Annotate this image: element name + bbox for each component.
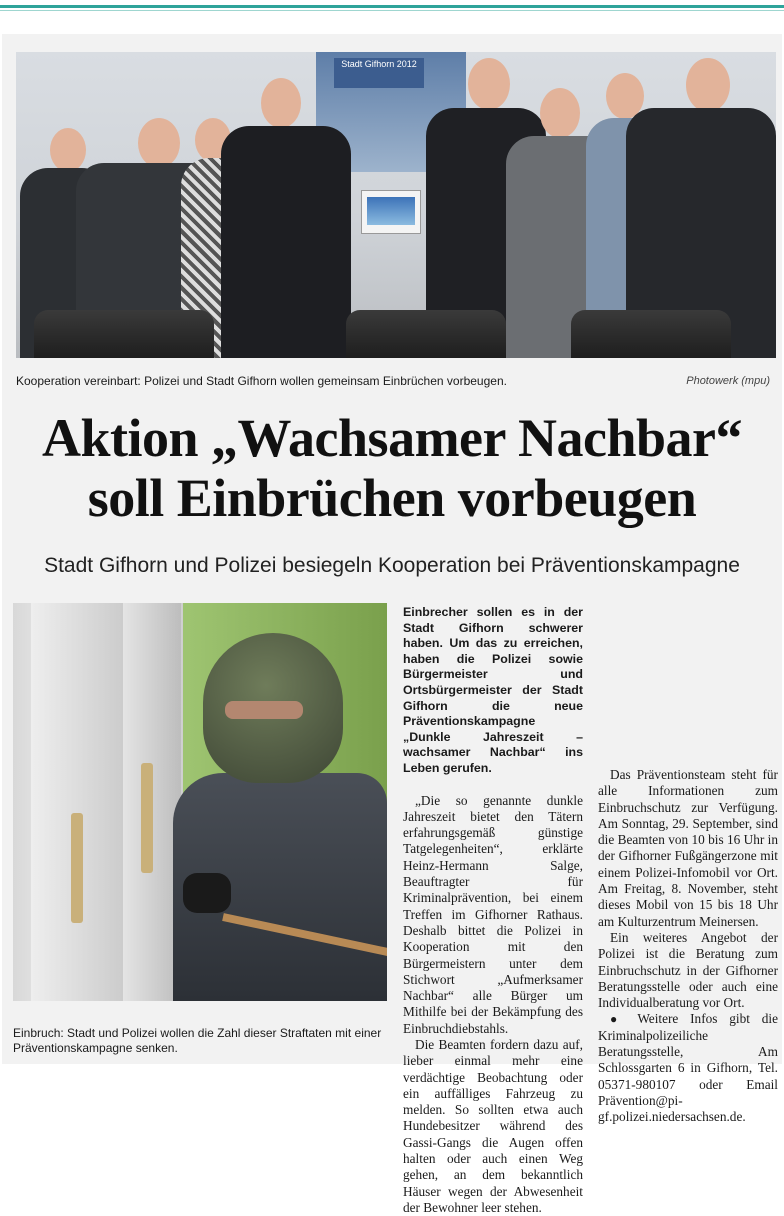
article-paragraph-3: Das Präventionsteam steht für alle Informationen zum Einbruchschutz zur Verfügung. Am Sonntag, 29. September, sind die Beamten von 10 bis 16 Uhr in der Gifhorner Fußgängerzone mit einem Polizei-Infomobil vor Ort. Am Freitag, 8. November, steht dieses Mobil von 15 bis 18 Uhr am Kulturzentrum Meinersen. [598, 767, 778, 929]
headline-line-1: Aktion „Wachsamer Nachbar“ [41, 408, 743, 468]
headline-line-2: soll Einbrüchen vorbeugen [87, 468, 697, 528]
burglar-photo-caption: Einbruch: Stadt und Polizei wollen die Zahl dieser Straftaten mit einer Präventionskampagne senken. [13, 1026, 382, 1055]
article-lead: Einbrecher sollen es in der Stadt Gifhorn schwerer haben. Um das zu erreichen, haben die Polizei sowie Bürgermeister und Ortsbürgermeister der Stadt Gifhorn die neue Präventionskampagne „Dunkle Jahreszeit – wachsamer Nachbar“ ins Leben gerufen. [403, 605, 583, 775]
article-paragraph-5: Weitere Infos gibt die Kriminalpolizeiliche Beratungsstelle, Am Schlossgarten 6 in Gifhorn, Tel. 05371-980107 oder Email Prävention@pi-gf.polizei.niedersachsen.de. [598, 1011, 778, 1125]
chair-right [571, 310, 731, 358]
glove [183, 873, 231, 913]
window-handle-right [141, 763, 153, 873]
top-rule-thin [0, 10, 784, 11]
subheadline: Stadt Gifhorn und Polizei besiegeln Kooperation bei Präventionskampagne [44, 554, 740, 577]
bullet-icon: ● [610, 1012, 626, 1027]
burglar-photo [13, 603, 387, 1001]
group-photo-caption: Kooperation vereinbart: Polizei und Stadt Gifhorn wollen gemeinsam Einbrüchen vorbeugen. [16, 374, 507, 388]
photo-credit: Photowerk (mpu) [686, 375, 770, 387]
chair-middle [346, 310, 506, 358]
headline [12, 408, 772, 528]
top-rule [0, 0, 784, 12]
chair-left [34, 310, 214, 358]
article-paragraph-4: Ein weiteres Angebot der Polizei ist die Beratung zum Einbruchschutz in der Gifhorner Beratungsstelle oder auch eine Individualberatung vor Ort. [598, 929, 778, 1011]
top-rule-thick [0, 5, 784, 8]
person-police [221, 78, 351, 358]
article-paragraph-2: Die Beamten fordern dazu auf, lieber einmal mehr eine verdächtige Beobachtung oder ein auffälliges Fahrzeug zu melden. So sollten etwa auch Hundebesitzer während des Gassi-Gangs die Augen offen halten oder auch einen Weg gehen, an dem bekanntlich Häuser wegen der Abwesenheit der Bewohner leer stehen. [403, 1036, 583, 1215]
screen-text: Stadt Gifhorn 2012 [334, 58, 424, 88]
certificate-plaque [361, 190, 421, 234]
window-handle-left [71, 813, 83, 923]
article-paragraph-1: „Die so genannte dunkle Jahreszeit bietet den Tätern erfahrungsgemäß günstige Tatgelegenheiten“, erklärte Heinz-Hermann Salge, Beauftragter für Kriminalprävention, bei einem Treffen im Gifhorner Rathaus. Deshalb bittet die Polizei in Kooperation mit den Bürgermeistern unter dem Stichwort „Aufmerksamer Nachbar“ alle Bürger um Mithilfe bei der Bekämpfung des Einbruchdiebstahls. [403, 792, 583, 1036]
article-column-1 [403, 605, 583, 1216]
group-photo [16, 52, 776, 358]
article-sheet [2, 34, 782, 1215]
article-column-2 [598, 767, 778, 1126]
